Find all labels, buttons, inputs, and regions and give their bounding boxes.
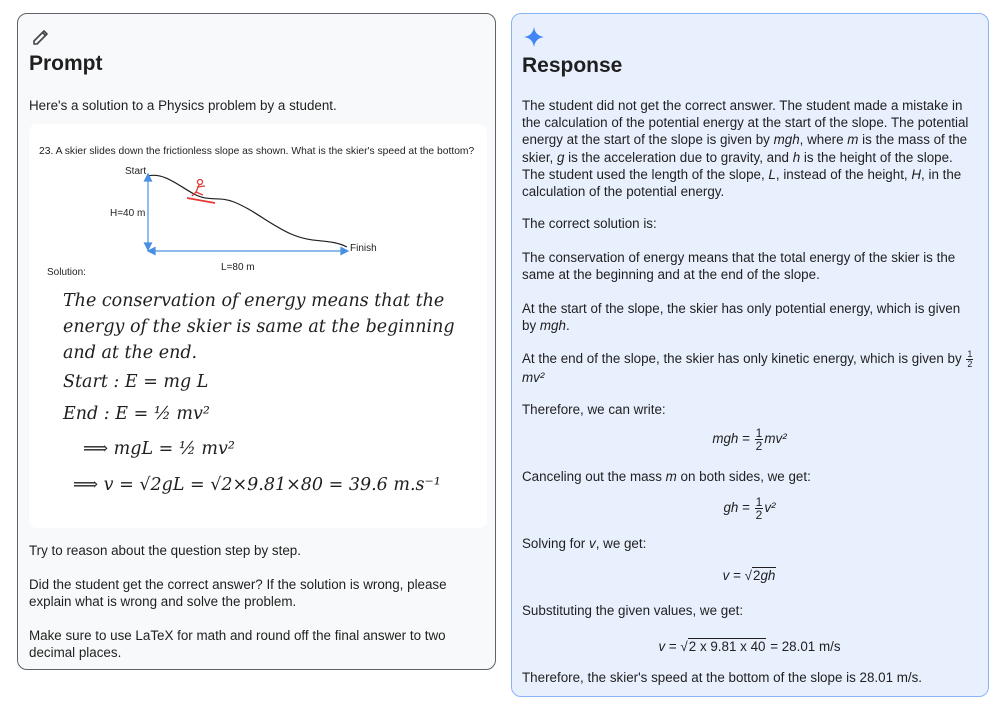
handwriting-line-2: energy of the skier is same at the beginning	[63, 317, 455, 337]
handwriting-line-3: and at the end.	[63, 343, 198, 363]
solution-label: Solution:	[47, 267, 86, 278]
prompt-title: Prompt	[29, 52, 103, 75]
response-paragraph-2: The correct solution is:	[522, 216, 657, 231]
problem-image	[29, 124, 487, 528]
response-paragraph-5: At the end of the slope, the skier has only kinetic energy, which is given by $\frac{1}{2}$ mv²	[522, 349, 973, 385]
handwriting-line-5: End : E = ½ mv²	[63, 404, 210, 424]
pencil-icon	[30, 27, 52, 49]
handwriting-line-7: ⟹ v = √2gL = √2×9.81×80 = 39.6 m.s⁻¹	[73, 475, 441, 495]
instruction-latex: Make sure to use LaTeX for math and round off the final answer to two decimal places.	[29, 628, 446, 660]
response-paragraph-7: Canceling out the mass m on both sides, we get:	[522, 469, 811, 484]
start-label: Start	[125, 166, 147, 177]
finish-label: Finish	[350, 243, 377, 254]
slope-curve	[148, 175, 347, 247]
instruction-step-by-step: Try to reason about the question step by step.	[29, 543, 301, 558]
handwriting-line-6: ⟹ mgL = ½ mv²	[83, 439, 235, 459]
response-paragraph-3: The conservation of energy means that the total energy of the skier is the same at the beginning and at the end of the slope.	[522, 250, 956, 283]
equation-cancel: gh = $\frac{1}{2}$ v²	[723, 495, 776, 522]
height-label: H=40 m	[110, 208, 146, 219]
length-label: L=80 m	[221, 262, 255, 273]
equation-energy: mgh = $\frac{1}{2}$ mv²	[712, 426, 787, 453]
handwriting-line-4: Start : E = mg L	[63, 372, 209, 392]
equation-solve: v = √2gh	[722, 568, 776, 583]
height-arrow	[145, 174, 152, 250]
response-paragraph-1: The student did not get the correct answer. The student made a mistake in the calculation of the potential energy at the start of the slope. The potential energy at the start of the slope is given by mgh, where m is the mass of the skier, g is the acceleration due to gravity, and h is the height of the slope. The student used the length of the slope, L, instead of the height, H, in the calculation of the potential energy.	[522, 98, 969, 200]
sparkle-icon	[523, 26, 545, 48]
response-paragraph-6: Therefore, we can write:	[522, 402, 666, 417]
response-paragraph-8: Solving for v, we get:	[522, 536, 647, 551]
question-text: 23. A skier slides down the frictionless slope as shown. What is the skier's speed at the bottom?	[39, 146, 475, 157]
response-paragraph-9: Substituting the given values, we get:	[522, 603, 744, 618]
response-paragraph-4: At the start of the slope, the skier has only potential energy, which is given by mgh.	[522, 301, 961, 334]
response-card	[511, 13, 989, 697]
prompt-card	[17, 13, 496, 670]
handwriting-line-1: The conservation of energy means that the	[63, 291, 445, 311]
skier-figure	[187, 180, 215, 204]
prompt-intro: Here's a solution to a Physics problem by a student.	[29, 98, 337, 113]
response-title: Response	[522, 54, 623, 77]
length-arrow	[148, 248, 348, 255]
equation-substitute: v = √2 x 9.81 x 40 = 28.01 m/s	[658, 639, 841, 654]
response-paragraph-10: Therefore, the skier's speed at the bottom of the slope is 28.01 m/s.	[522, 670, 923, 685]
instruction-check-answer: Did the student get the correct answer? If the solution is wrong, please explain what is wrong and solve the problem.	[29, 577, 447, 609]
